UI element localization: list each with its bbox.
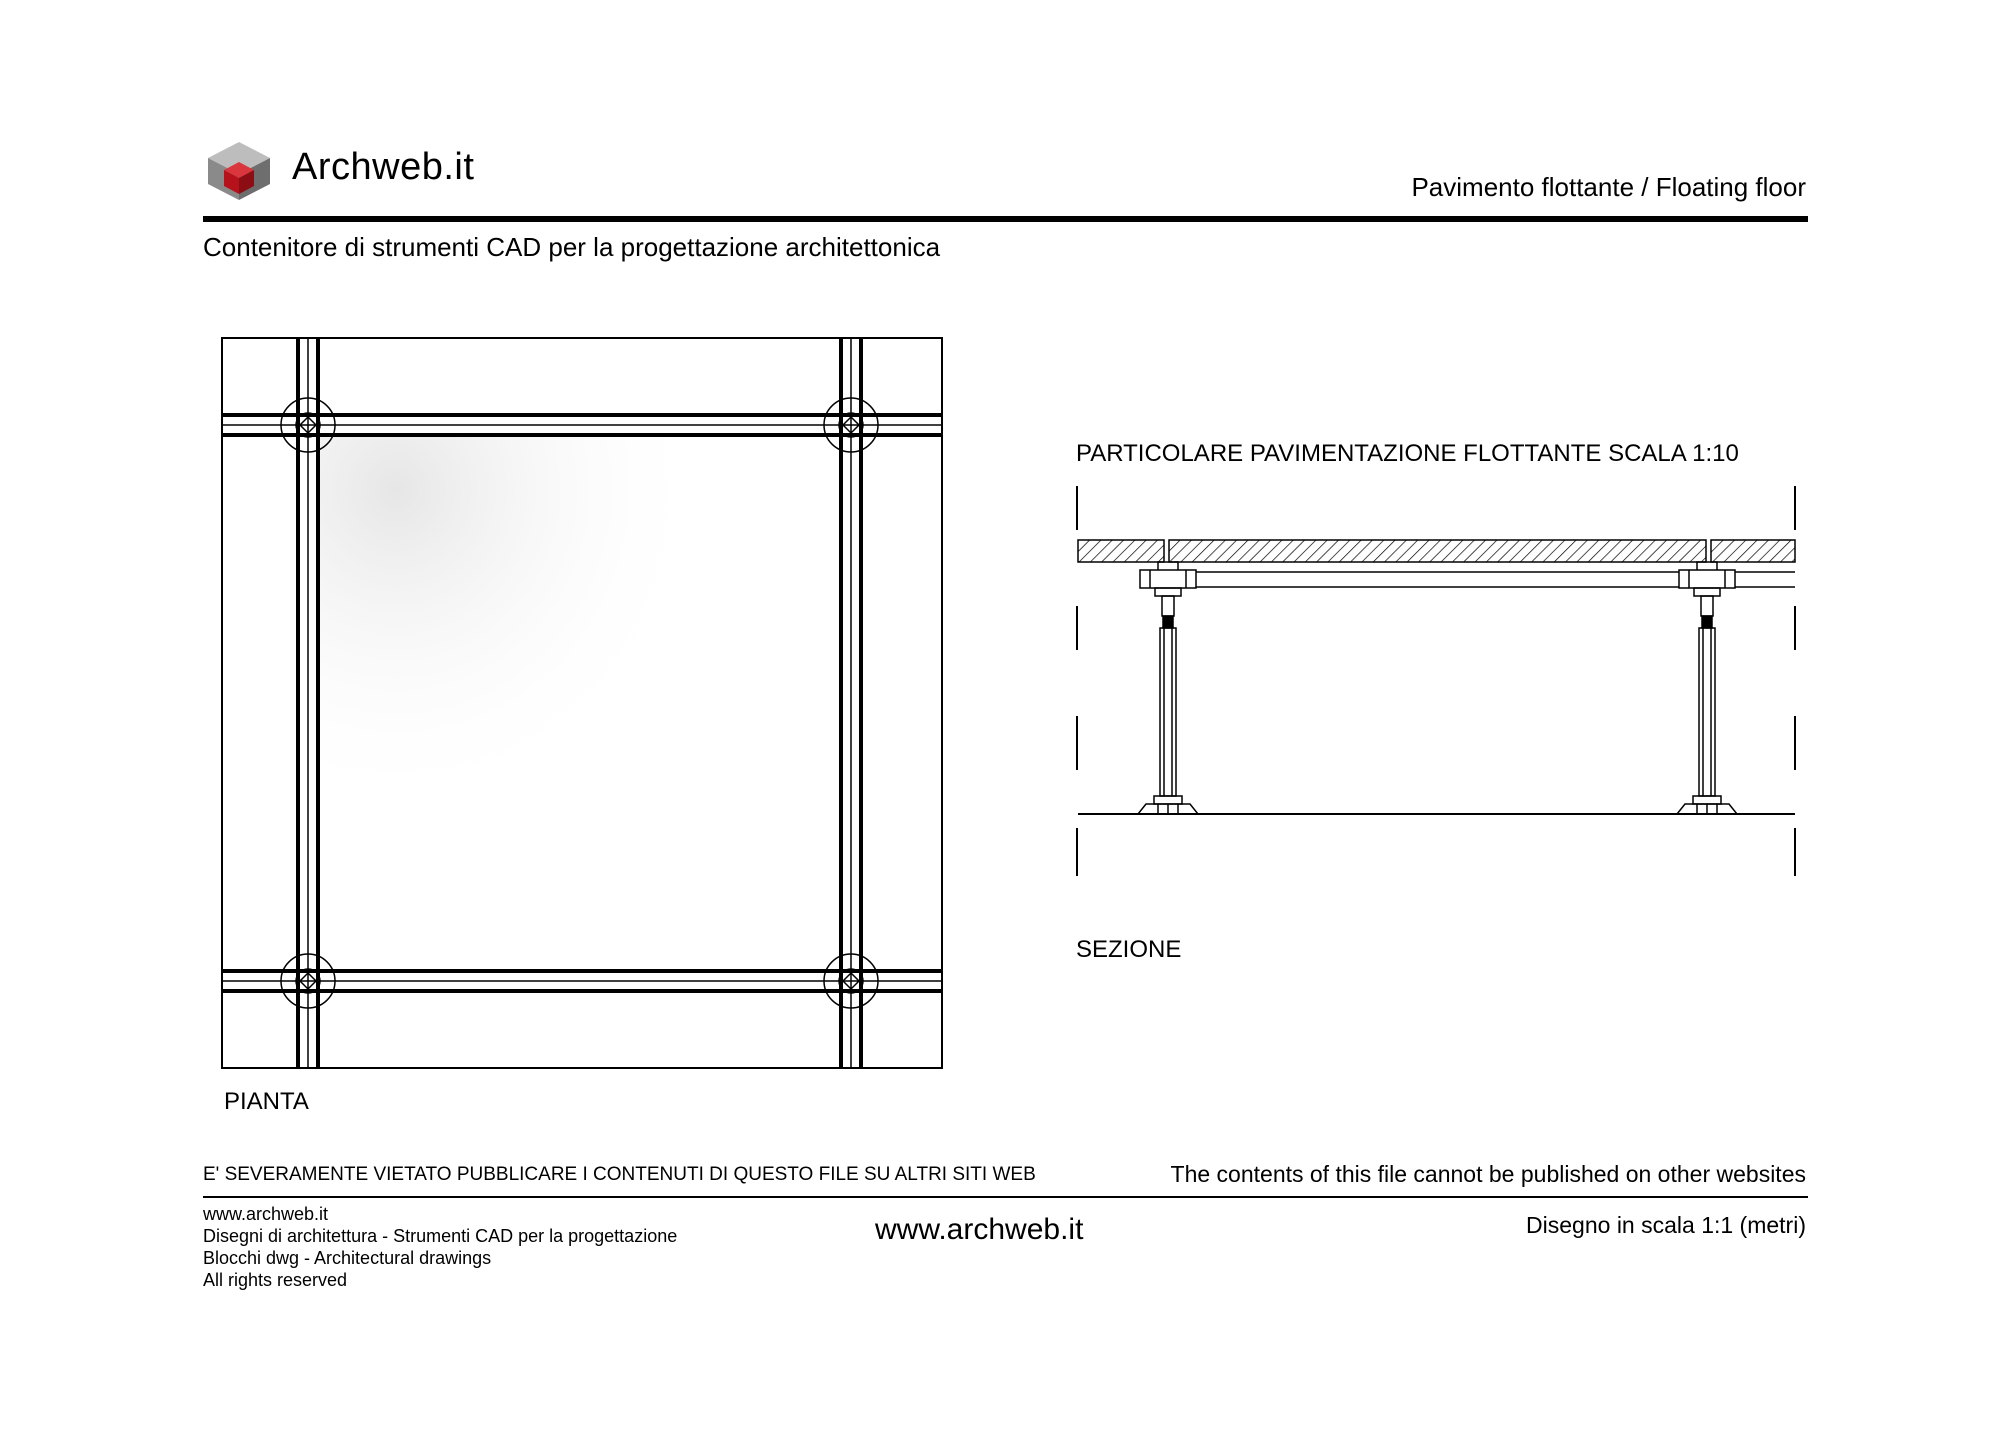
section-label: SEZIONE — [1076, 936, 1182, 963]
footer-line-rights: All rights reserved — [203, 1270, 348, 1290]
drawing-title: Pavimento flottante / Floating floor — [1411, 172, 1806, 202]
detail-title: PARTICOLARE PAVIMENTAZIONE FLOTTANTE SCALA 1:10 — [1076, 440, 1739, 467]
copyright-notice-en: The contents of this file cannot be published on other websites — [1170, 1161, 1806, 1187]
footer-line-description: Disegni di architettura - Strumenti CAD per la progettazione — [203, 1226, 678, 1246]
brand-name: Archweb.it — [292, 146, 475, 188]
drawing-scale: Disegno in scala 1:1 (metri) — [1526, 1212, 1806, 1238]
footer-divider — [203, 1196, 1808, 1198]
pedestal-left — [1138, 562, 1198, 814]
subtitle: Contenitore di strumenti CAD per la progettazione architettonica — [203, 232, 941, 262]
copyright-notice-it: E' SEVERAMENTE VIETATO PUBBLICARE I CONTENUTI DI QUESTO FILE SU ALTRI SITI WEB — [203, 1164, 1036, 1185]
plan-view — [222, 338, 942, 1068]
footer-line-blocks: Blocchi dwg - Architectural drawings — [203, 1248, 492, 1268]
floor-panels — [1078, 540, 1795, 562]
plan-stringer-right — [841, 338, 861, 1068]
footer-website-link[interactable]: www.archweb.it — [875, 1213, 1084, 1246]
plan-stringer-left — [298, 338, 318, 1068]
plan-stringer-top — [222, 415, 942, 435]
pedestal-right — [1677, 562, 1737, 814]
plan-label: PIANTA — [224, 1088, 309, 1115]
footer-info — [203, 1203, 803, 1291]
section-view — [1077, 486, 1795, 876]
footer-line-website: www.archweb.it — [203, 1204, 329, 1224]
